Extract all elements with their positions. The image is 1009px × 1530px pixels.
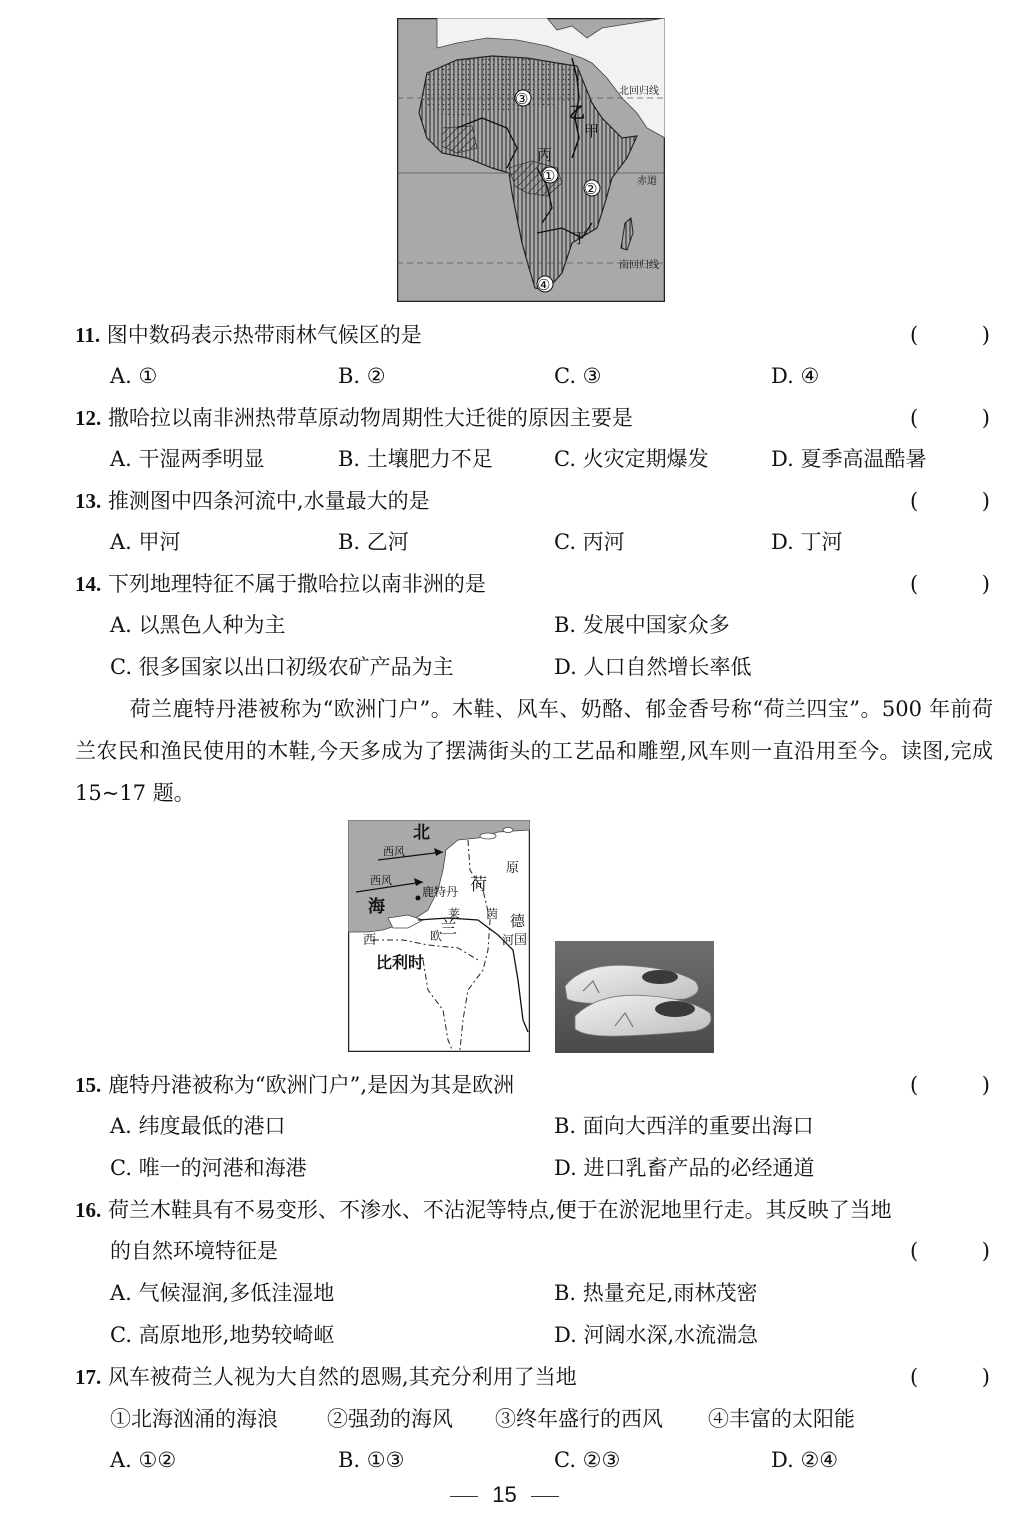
option-d[interactable]: D. 河阔水深,水流湍急	[554, 1323, 759, 1347]
footer-dash-left	[450, 1496, 478, 1497]
option-b[interactable]: B. 发展中国家众多	[554, 613, 730, 637]
netherlands-map	[348, 820, 530, 1052]
question-text: 撒哈拉以南非洲热带草原动物周期性大迁徙的原因主要是	[107, 406, 633, 430]
option-d[interactable]: D. 进口乳畜产品的必经通道	[554, 1156, 815, 1180]
option-d[interactable]: D. 夏季高温酷暑	[771, 447, 927, 471]
question-text: 风车被荷兰人视为大自然的恩赐,其充分利用了当地	[107, 1365, 577, 1389]
option-d[interactable]: D. 丁河	[771, 530, 843, 554]
north-sea-label-1: 北	[413, 823, 430, 843]
rhine-label-1: 莱	[448, 907, 461, 921]
africa-map	[397, 18, 665, 302]
question-number: 14.	[75, 572, 102, 596]
netherlands-label-2: 兰	[440, 918, 457, 938]
answer-paren[interactable]: ( )	[910, 1239, 990, 1263]
marker-3: ③	[515, 90, 529, 108]
option-a[interactable]: A. 以黑色人种为主	[110, 613, 286, 637]
option-c[interactable]: C. 高原地形,地势较崎岖	[110, 1323, 335, 1347]
north-sea-label-2: 海	[368, 897, 385, 917]
river-yi-label: 乙	[569, 103, 586, 122]
page-footer	[0, 1482, 1009, 1508]
belgium-label: 比利时	[376, 953, 425, 972]
reading-passage: 荷兰鹿特丹港被称为“欧洲门户”。木鞋、风车、奶酪、郁金香号称“荷兰四宝”。500 年前荷兰农民和渔民使用的木鞋,今天多成为了摆满街头的工艺品和雕塑,风车则一直沿用至今。读图,完成 15~17 题。	[75, 697, 993, 805]
marker-1: ①	[542, 167, 556, 185]
west-europe-label-2: 欧	[430, 929, 443, 943]
rhine-label-2: 茵	[486, 907, 499, 921]
question-16	[75, 1196, 892, 1224]
option-a[interactable]: A. ①②	[110, 1448, 177, 1472]
statement-1: ①北海汹涌的海浪	[110, 1407, 278, 1431]
answer-paren[interactable]: ( )	[910, 489, 990, 513]
marker-4: ④	[537, 276, 551, 294]
statement-4: ④丰富的太阳能	[708, 1407, 855, 1431]
question-number: 13.	[75, 489, 102, 513]
rotterdam-label: 鹿特丹	[422, 885, 459, 899]
question-text: 图中数码表示热带雨林气候区的是	[106, 323, 422, 347]
tropic-north-label: 北回归线	[619, 86, 659, 97]
river-ding-label: 丁	[572, 229, 588, 247]
option-b[interactable]: B. 乙河	[338, 530, 409, 554]
option-d[interactable]: D. ④	[771, 364, 820, 388]
answer-paren[interactable]: ( )	[910, 1365, 990, 1389]
question-number: 11.	[75, 323, 101, 347]
germany-label-2: 国	[514, 933, 528, 948]
option-a[interactable]: A. 气候湿润,多低洼湿地	[110, 1281, 335, 1305]
question-text: 推测图中四条河流中,水量最大的是	[107, 489, 430, 513]
question-14	[75, 570, 486, 598]
question-number: 12.	[75, 406, 102, 430]
answer-paren[interactable]: ( )	[910, 572, 990, 596]
west-europe-label-1: 西	[363, 933, 377, 948]
question-number: 17.	[75, 1365, 102, 1389]
option-c[interactable]: C. 很多国家以出口初级农矿产品为主	[110, 655, 454, 679]
question-16-cont: 的自然环境特征是	[110, 1239, 278, 1263]
question-11	[75, 321, 422, 349]
answer-paren[interactable]: ( )	[910, 1073, 990, 1097]
page-number: 15	[492, 1482, 517, 1507]
plain-label: 原	[506, 861, 520, 876]
option-b[interactable]: B. ②	[338, 364, 386, 388]
question-text: 鹿特丹港被称为“欧洲门户”,是因为其是欧洲	[107, 1073, 515, 1097]
question-17	[75, 1363, 577, 1391]
answer-paren[interactable]: ( )	[910, 323, 990, 347]
option-b[interactable]: B. 热量充足,雨林茂密	[554, 1281, 758, 1305]
question-number: 16.	[75, 1198, 102, 1222]
river-jia-label: 甲	[584, 122, 600, 140]
option-c[interactable]: C. 火灾定期爆发	[554, 447, 709, 471]
wooden-clogs-photo	[555, 941, 714, 1053]
option-a[interactable]: A. 干湿两季明显	[110, 447, 265, 471]
netherlands-label-1: 荷	[470, 875, 487, 895]
question-12	[75, 404, 633, 432]
question-15	[75, 1071, 514, 1099]
option-a[interactable]: A. 甲河	[110, 530, 181, 554]
option-a[interactable]: A. 纬度最低的港口	[110, 1114, 286, 1138]
option-b[interactable]: B. 土壤肥力不足	[338, 447, 493, 471]
statement-2: ②强劲的海风	[327, 1407, 453, 1431]
marker-2: ②	[584, 180, 598, 198]
question-text: 下列地理特征不属于撒哈拉以南非洲的是	[107, 572, 486, 596]
option-c[interactable]: C. 唯一的河港和海港	[110, 1156, 307, 1180]
option-c[interactable]: C. 丙河	[554, 530, 625, 554]
question-13	[75, 487, 430, 515]
tropic-south-label: 南回归线	[619, 260, 659, 271]
option-c[interactable]: C. ③	[554, 364, 602, 388]
option-c[interactable]: C. ②③	[554, 1448, 621, 1472]
option-a[interactable]: A. ①	[110, 364, 158, 388]
option-d[interactable]: D. 人口自然增长率低	[554, 655, 752, 679]
option-b[interactable]: B. 面向大西洋的重要出海口	[554, 1114, 814, 1138]
rhine-label-3: 河	[502, 933, 515, 947]
equator-label: 赤道	[637, 176, 657, 187]
question-number: 15.	[75, 1073, 102, 1097]
question-text: 荷兰木鞋具有不易变形、不渗水、不沾泥等特点,便于在淤泥地里行走。其反映了当地	[107, 1198, 892, 1222]
statement-3: ③终年盛行的西风	[495, 1407, 663, 1431]
option-b[interactable]: B. ①③	[338, 1448, 405, 1472]
option-d[interactable]: D. ②④	[771, 1448, 839, 1472]
westerly-label-1: 西风	[383, 845, 405, 858]
answer-paren[interactable]: ( )	[910, 406, 990, 430]
river-bing-label: 丙	[537, 146, 553, 164]
westerly-label-2: 西风	[370, 874, 392, 887]
footer-dash-right	[531, 1496, 559, 1497]
germany-label-1: 德	[510, 912, 526, 930]
